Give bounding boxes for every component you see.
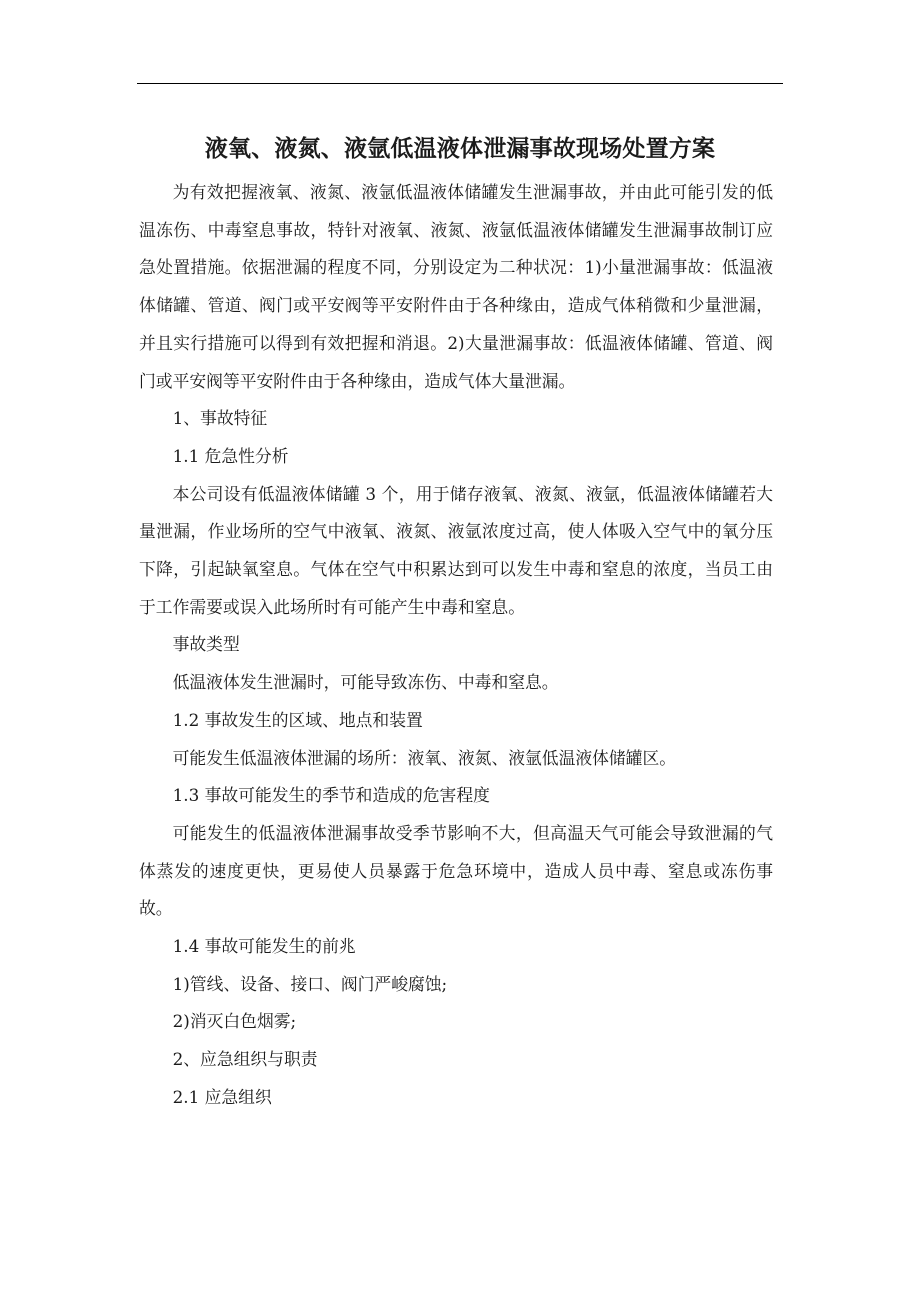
header-rule (137, 83, 783, 84)
section-heading-1: 1、事故特征 (172, 408, 268, 429)
accident-type-heading: 事故类型 (172, 634, 240, 655)
subsection-heading-1-3: 1.3 事故可能发生的季节和造成的危害程度 (172, 785, 490, 806)
subsection-heading-1-1: 1.1 危急性分析 (172, 445, 289, 466)
precursor-item-1: 1)管线、设备、接口、阀门严峻腐蚀; (172, 973, 448, 994)
hazard-analysis-paragraph: 本公司设有低温液体储罐 3 个，用于储存液氧、液氮、液氩，低温液体储罐若大量泄漏，作业场所的空气中液氧、液氮、液氩浓度过高，使人体吸入空气中的氧分压下降，引起缺氧窒息。气体在空气中积累达到可以发生中毒和窒息的浓度，当员工由于工作需要或误入此场所时有可能产生中毒和窒息。 (139, 483, 773, 617)
page-title: 液氧、液氮、液氩低温液体泄漏事故现场处置方案 (204, 135, 716, 162)
subsection-heading-1-2: 1.2 事故发生的区域、地点和装置 (172, 709, 423, 730)
accident-type-text: 低温液体发生泄漏时，可能导致冻伤、中毒和窒息。 (172, 672, 559, 693)
document-body (139, 174, 773, 1117)
location-text: 可能发生低温液体泄漏的场所：液氧、液氮、液氩低温液体储罐区。 (172, 747, 677, 768)
subsection-heading-1-4: 1.4 事故可能发生的前兆 (172, 936, 356, 957)
precursor-item-2: 2)消灭白色烟雾; (172, 1011, 297, 1032)
intro-paragraph: 为有效把握液氧、液氮、液氩低温液体储罐发生泄漏事故，并由此可能引发的低温冻伤、中毒窒息事故，特针对液氧、液氮、液氩低温液体储罐发生泄漏事故制订应急处置措施。依据泄漏的程度不同，分别设定为二种状况：1)小量泄漏事故：低温液体储罐、管道、阀门或平安阀等平安附件由于各种缘由，造成气体稍微和少量泄漏，并且实行措施可以得到有效把握和消退。2)大量泄漏事故：低温液体储罐、管道、阀门或平安阀等平安附件由于各种缘由，造成气体大量泄漏。 (139, 182, 773, 391)
season-paragraph: 可能发生的低温液体泄漏事故受季节影响不大，但高温天气可能会导致泄漏的气体蒸发的速度更快，更易使人员暴露于危急环境中，造成人员中毒、窒息或冻伤事故。 (139, 822, 773, 919)
subsection-heading-2-1: 2.1 应急组织 (172, 1086, 272, 1107)
section-heading-2: 2、应急组织与职责 (172, 1049, 318, 1070)
